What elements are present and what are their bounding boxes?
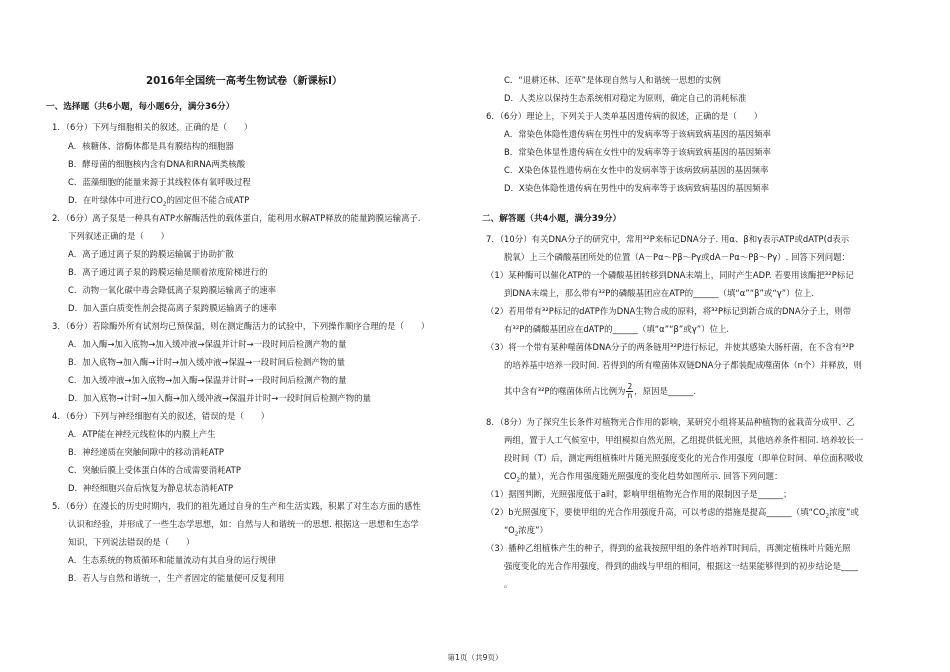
q4-option-a: A．ATP能在神经元线粒体的内膜上产生 bbox=[68, 429, 216, 439]
q7-line5: （2）若用带有³²P标记的dATP作为DNA生物合成的原料，将³²P标记到新合成的DNA分子上，则带 bbox=[486, 306, 852, 316]
q8-line8: （3）播种乙组植株产生的种子，得到的盆栽按照甲组的条件培养T时间后，再测定植株叶片随光照 bbox=[486, 543, 851, 553]
q8-line1: 8．（8分）为了探究生长条件对植物光合作用的影响，某研究小组将某品种植物的盆栽苗分成甲、乙 bbox=[486, 417, 855, 427]
q2-stem-line1: 2．（6分）离子泵是一种具有ATP水解酶活性的载体蛋白，能利用水解ATP释放的能量跨膜运输离子. bbox=[52, 213, 421, 223]
q4-option-b: B．神经递质在突触间隙中的移动消耗ATP bbox=[68, 447, 224, 457]
q7-line3: （1）某种酶可以催化ATP的一个磷酸基团转移到DNA末端上，同时产生ADP. 若要用该酶把³²P标记 bbox=[486, 270, 854, 280]
q7-line6: 有³²P的磷酸基团应在dATP的______（填“α”“β”或γ”）位上. bbox=[504, 324, 730, 334]
q5-stem-line1: 5．（6分）在漫长的历史时期内，我们的祖先通过自身的生产和生活实践，积累了对生态方面的感性 bbox=[52, 501, 421, 511]
q2-stem-line2: 下列叙述正确的是（ ） bbox=[68, 231, 170, 241]
q3-stem: 3．（6分）若除酶外所有试剂均已预保温，则在测定酶活力的试验中，下列操作顺序合理的是（ ） bbox=[52, 321, 430, 331]
fraction-2-over-n: $\frac{2}{n}$ bbox=[627, 382, 633, 400]
section-answer-heading: 二、解答题（共4小题，满分39分） bbox=[482, 214, 622, 224]
q2-option-a: A．离子通过离子泵的跨膜运输属于协助扩散 bbox=[68, 249, 234, 259]
q8-line4: $CO_2$的量），光合作用强度随光照强度的变化趋势如图所示. 回答下列问题： bbox=[504, 471, 783, 484]
q8-line9: 强度变化的光合作用强度，得到的曲线与甲组的相同，根据这一结果能够得到的初步结论是____ bbox=[504, 561, 858, 571]
q1-option-c: C．蓝藻细胞的能量来源于其线粒体有氧呼吸过程 bbox=[68, 177, 251, 187]
q4-option-c: C．突触后膜上受体蛋白体的合成需要消耗ATP bbox=[68, 465, 241, 475]
q8-line2: 两组，置于人工气候室中，甲组模拟自然光照，乙组提供低光照，其他培养条件相同. 培养较长一 bbox=[504, 435, 864, 445]
q3-option-b: B．加入底物→加入酶→计时→加入缓冲液→保温→一段时间后检测产物的量 bbox=[68, 357, 346, 367]
q7-line1: 7．（10分）有关DNA分子的研究中，常用³²P来标记DNA分子. 用α、β和γ表示ATP或dATP(d表示 bbox=[486, 234, 850, 244]
q1-option-b: B．酵母菌的细胞核内含有DNA和RNA两类核酸 bbox=[68, 159, 246, 169]
q8-line6: （2）b光照强度下，要使甲组的光合作用强度升高，可以考虑的措施是提高______（填“$CO_2$浓度”或 bbox=[486, 507, 859, 520]
q8-line10: 。 bbox=[504, 579, 513, 589]
q5-stem-line2: 认识和经验，并形成了一些生态学思想，如：自然与人和谐统一的思想. 根据这一思想和生态学 bbox=[68, 519, 419, 529]
section-choice-heading: 一、选择题（共6小题，每小题6分，满分36分） bbox=[46, 102, 235, 112]
q5-option-a: A．生态系统的物质循环和能量流动有其自身的运行规律 bbox=[68, 555, 276, 565]
page-footer: 第1页（共9页） bbox=[447, 653, 503, 662]
q6-option-a: A．常染色体隐性遗传病在男性中的发病率等于该病致病基因的基因频率 bbox=[504, 129, 771, 139]
q6-option-b: B．常染色体显性遗传病在女性中的发病率等于该病致病基因的基因频率 bbox=[504, 147, 771, 157]
q6-option-d: D．X染色体隐性遗传病在男性中的发病率等于该病致病基因的基因频率 bbox=[504, 183, 770, 193]
q5-stem-line3: 知识，下列说法错误的是（ ） bbox=[68, 537, 195, 547]
q2-option-d: D．加入蛋白质变性剂会提高离子泵跨膜运输离子的速率 bbox=[68, 303, 277, 313]
q7-line8: 的培养基中培养一段时间. 若得到的所有噬菌体双链DNA分子都装配成噬菌体（n个）并释放，则 bbox=[504, 360, 862, 370]
q6-stem: 6．（6分）理论上，下列关于人类单基因遗传病的叙述，正确的是（ ） bbox=[486, 111, 763, 121]
q1-option-a: A．核糖体、溶酶体都是具有膜结构的细胞器 bbox=[68, 141, 234, 151]
q8-line7: “$O_2$浓度”） bbox=[504, 525, 548, 538]
q5-option-b: B．若人与自然和谐统一，生产者固定的能量便可反复利用 bbox=[68, 573, 285, 583]
q8-line5: （1）据图判断，光照强度低于a时，影响甲组植物光合作用的限制因子是______； bbox=[486, 489, 792, 499]
q2-option-c: C．动物一氧化碳中毒会降低离子泵跨膜运输离子的速率 bbox=[68, 285, 277, 295]
q4-option-d: D．神经细胞兴奋后恢复为静息状态消耗ATP bbox=[68, 483, 234, 493]
q1-stem: 1．（6分）下列与细胞相关的叙述，正确的是（ ） bbox=[52, 122, 253, 132]
page-title: 2016年全国统一高考生物试卷（新课标Ⅰ） bbox=[146, 76, 343, 87]
q5-option-d: D．人类应以保持生态系统相对稳定为原则，确定自己的消耗标准 bbox=[504, 93, 747, 103]
q4-stem: 4．（6分）下列与神经细胞有关的叙述，错误的是（ ） bbox=[52, 411, 270, 421]
q3-option-a: A．加入酶→加入底物→加入缓冲液→保温并计时→一段时间后检测产物的量 bbox=[68, 339, 347, 349]
q7-line2: 脱氧）上三个磷酸基团所处的位置（A－Pα～Pβ～Pγ或dA－Pα～Pβ～Pγ）. 回答下列问题： bbox=[504, 252, 851, 262]
q3-option-c: C．加入缓冲液→加入底物→加入酶→保温并计时→一段时间后检测产物的量 bbox=[68, 375, 347, 385]
q2-option-b: B．离子通过离子泵的跨膜运输是顺着浓度阶梯进行的 bbox=[68, 267, 268, 277]
q7-line4: 到DNA末端上，那么带有³²P的磷酸基团应在ATP的______（填“α”“β”或“γ”）位上. bbox=[504, 288, 815, 298]
q5-option-c: C．“退耕还林、还草”是体现自然与人和谐统一思想的实例 bbox=[504, 75, 721, 85]
q7-line9: 其中含有³²P的噬菌体所占比例为 $\frac{2}{n}$ ，原因是______. bbox=[504, 382, 697, 400]
q3-option-d: D．加入底物→计时→加入酶→加入缓冲液→保温并计时→一段时间后检测产物的量 bbox=[68, 393, 372, 403]
q8-line3: 段时间（T）后，测定两组植株叶片随光照强度变化的光合作用强度（即单位时间、单位面积吸收 bbox=[504, 453, 864, 463]
q6-option-c: C．X染色体显性遗传病在女性中的发病率等于该病致病基因的基因频率 bbox=[504, 165, 769, 175]
q1-option-d: D．在叶绿体中可进行$CO_2$的固定但不能合成ATP bbox=[68, 195, 250, 208]
q7-line7: （3）将一个带有某种噬菌体DNA分子的两条链用³²P进行标记，并使其感染大肠杆菌，在不含有³²P bbox=[486, 342, 854, 352]
